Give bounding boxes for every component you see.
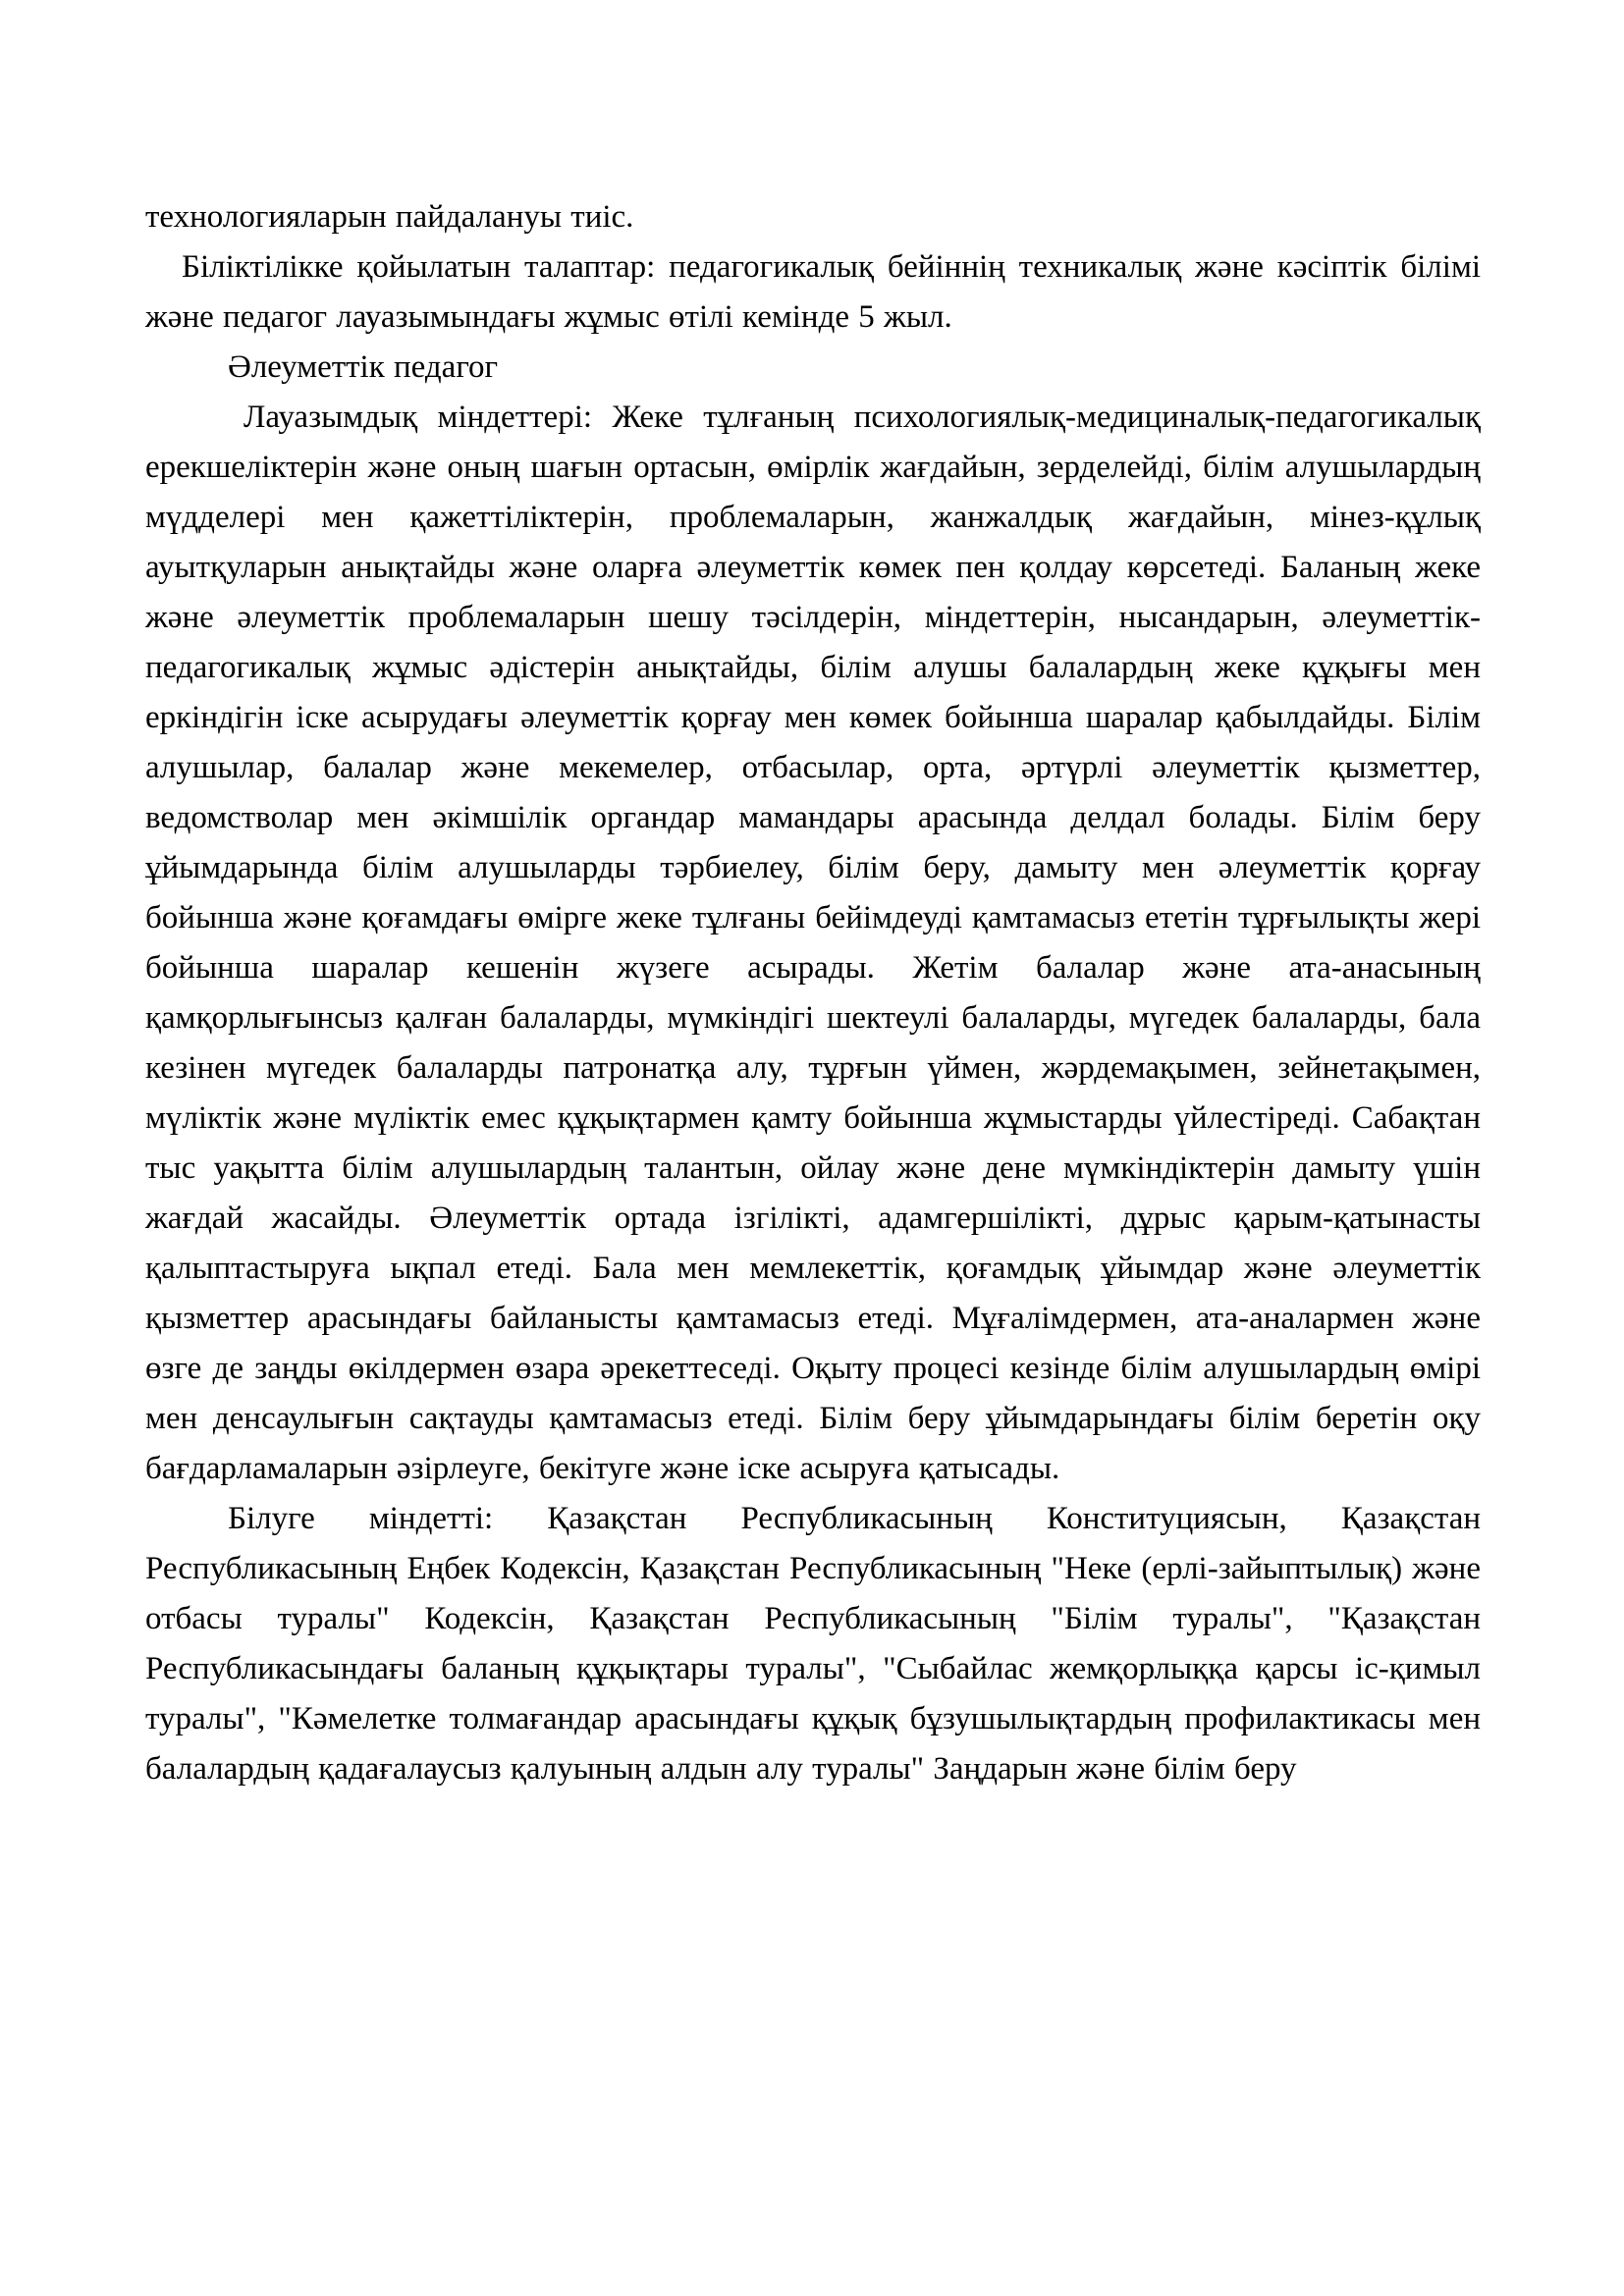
heading-social-pedagogue: Әлеуметтік педагог <box>228 349 499 385</box>
paragraph-continuation: технологияларын пайдалануы тиіс. <box>145 199 634 235</box>
document-text-block <box>145 192 1481 1794</box>
paragraph-qualification-requirements: Біліктілікке қойылатын талаптар: педагогикалық бейіннің техникалық және кәсіптік білімі және педагог лауазымындағы жұмыс өтілі кемінде 5 жыл. <box>145 249 1481 335</box>
paragraph-must-know: Білуге міндетті: Қазақстан Республикасының Конституциясын, Қазақстан Республикасының Еңбек Кодексін, Қазақстан Республикасының "Неке (ерлі-зайыптылық) және отбасы туралы" Кодексін, Қазақстан Республикасының "Білім туралы", "Қазақстан Республикасындағы баланың құқықтары туралы", "Сыбайлас жемқорлыққа қарсы іс-қимыл туралы", "Кәмелетке толмағандар арасындағы құқық бұзушылықтардың профилактикасы мен балалардың қадағалаусыз қалуының алдын алу туралы" Заңдарын және білім беру <box>145 1501 1481 1787</box>
paragraph-duties: Лауазымдық міндеттері: Жеке тұлғаның психологиялық-медициналық-педагогикалық ерекшеліктерін және оның шағын ортасын, өмірлік жағдайын, зерделейді, білім алушылардың мүдделері мен қажеттіліктерін, проблемаларын, жанжалдық жағдайын, мінез-құлық ауытқуларын анықтайды және оларға әлеуметтік көмек пен қолдау көрсетеді. Баланың жеке және әлеуметтік проблемаларын шешу тәсілдерін, міндеттерін, нысандарын, әлеуметтік-педагогикалық жұмыс әдістерін анықтайды, білім алушы балалардың жеке құқығы мен еркіндігін іске асырудағы әлеуметтік қорғау мен көмек бойынша шаралар қабылдайды. Білім алушылар, балалар және мекемелер, отбасылар, орта, әртүрлі әлеуметтік қызметтер, ведомстволар мен әкімшілік органдар мамандары арасында делдал болады. Білім беру ұйымдарында білім алушыларды тәрбиелеу, білім беру, дамыту мен әлеуметтік қорғау бойынша және қоғамдағы өмірге жеке тұлғаны бейімдеуді қамтамасыз ететін тұрғылықты жері бойынша шаралар кешенін жүзеге асырады. Жетім балалар және ата-анасының қамқорлығынсыз қалған балаларды, мүмкіндігі шектеулі балаларды, мүгедек балаларды, бала кезінен мүгедек балаларды патронатқа алу, тұрғын үймен, жәрдемақымен, зейнетақымен, мүліктік және мүліктік емес құқықтармен қамту бойынша жұмыстарды үйлестіреді. Сабақтан тыс уақытта білім алушылардың талантын, ойлау және дене мүмкіндіктерін дамыту үшін жағдай жасайды. Әлеуметтік ортада ізгілікті, адамгершілікті, дұрыс қарым-қатынасты қалыптастыруға ықпал етеді. Бала мен мемлекеттік, қоғамдық ұйымдар және әлеуметтік қызметтер арасындағы байланысты қамтамасыз етеді. Мұғалімдермен, ата-аналармен және өзге де заңды өкілдермен өзара әрекеттеседі. Оқыту процесі кезінде білім алушылардың өмірі мен денсаулығын сақтауды қамтамасыз етеді. Білім беру ұйымдарындағы білім беретін оқу бағдарламаларын әзірлеуге, бекітуге және іске асыруға қатысады. <box>145 400 1481 1486</box>
